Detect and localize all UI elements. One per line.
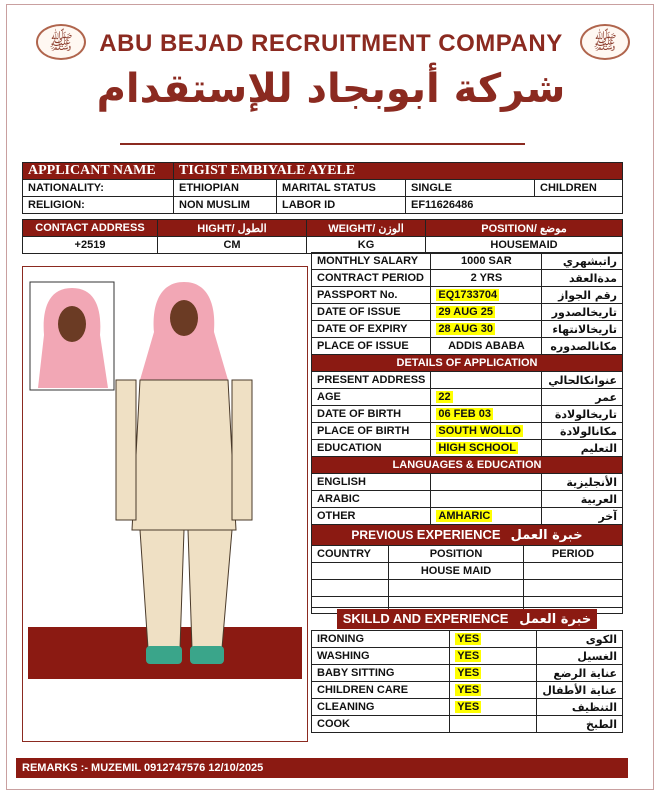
height-label: HIGHT/ الطول <box>158 220 307 237</box>
details-row-issue: DATE OF ISSUE 29 AUG 25 تاريخالصدور <box>312 304 623 321</box>
applicant-table <box>22 162 623 214</box>
language-row: ENGLISH الأنجليزية <box>312 474 623 491</box>
details-row-place-issue: PLACE OF ISSUE ADDIS ABABA مكانالصدوره <box>312 338 623 355</box>
skill-row: WASHING YES الغسيل <box>312 648 623 665</box>
details-row-contract: CONTRACT PERIOD 2 YRS مدةالعقد <box>312 270 623 287</box>
skill-row: COOK الطبخ <box>312 716 623 733</box>
remarks-bar: REMARKS :- MUZEMIL 0912747576 12/10/2025 <box>16 758 628 778</box>
applicant-name: TIGIST EMBIYALE AYELE <box>174 163 623 180</box>
application-row: EDUCATION HIGH SCHOOL التعليم <box>312 440 623 457</box>
languages-section-title: LANGUAGES & EDUCATION <box>312 457 623 474</box>
children-label: CHILDREN <box>535 180 623 197</box>
details-row-salary: MONTHLY SALARY 1000 SAR راتبشهري <box>312 253 623 270</box>
labor-id-value: EF11626486 <box>406 197 623 214</box>
contact-phone: +2519 <box>23 237 158 254</box>
position-value: HOUSEMAID <box>426 237 623 254</box>
details-row-expiry: DATE OF EXPIRY 28 AUG 30 تاريخالانتهاء <box>312 321 623 338</box>
application-row: DATE OF BIRTH 06 FEB 03 تاريخالولادة <box>312 406 623 423</box>
weight-label: WEIGHT/ الوزن <box>307 220 426 237</box>
position-label: POSITION/ موضع <box>426 220 623 237</box>
skill-row: BABY SITTING YES عناية الرضع <box>312 665 623 682</box>
applicant-name-label: APPLICANT NAME <box>23 163 174 180</box>
application-row: AGE 22 عمر <box>312 389 623 406</box>
language-row: OTHER AMHARIC آخر <box>312 508 623 525</box>
company-logo-icon: ﷺ <box>36 24 86 60</box>
marital-label: MARITAL STATUS <box>277 180 406 197</box>
experience-table <box>311 524 623 614</box>
application-row: PRESENT ADDRESS عنوانكالحالي <box>312 372 623 389</box>
nationality-value: ETHIOPIAN <box>174 180 277 197</box>
application-section-title: DETAILS OF APPLICATION <box>312 355 623 372</box>
religion-value: NON MUSLIM <box>174 197 277 214</box>
nationality-label: NATIONALITY: <box>23 180 174 197</box>
contact-table <box>22 219 623 254</box>
labor-id-label: LABOR ID <box>277 197 406 214</box>
height-unit: CM <box>158 237 307 254</box>
company-name-ar: شركة أبوبجاد للإستقدام <box>96 66 566 112</box>
details-row-passport: PASSPORT No. EQ1733704 رقم الجواز <box>312 287 623 304</box>
col-country: COUNTRY <box>312 546 389 563</box>
religion-label: RELIGION: <box>23 197 174 214</box>
company-logo-icon: ﷺ <box>580 24 630 60</box>
col-period: PERIOD <box>524 546 623 563</box>
experience-row <box>312 580 623 597</box>
contact-address-label: CONTACT ADDRESS <box>23 220 158 237</box>
skill-row: CLEANING YES التنظيف <box>312 699 623 716</box>
weight-unit: KG <box>307 237 426 254</box>
skills-section-title: SKILLD AND EXPERIENCE خبرة العمل <box>312 608 623 631</box>
details-table <box>311 252 623 525</box>
application-row: PLACE OF BIRTH SOUTH WOLLO مكانالولادة <box>312 423 623 440</box>
skills-table <box>311 607 623 733</box>
col-position: POSITION <box>389 546 524 563</box>
applicant-photo <box>28 280 308 680</box>
company-name-en: ABU BEJAD RECRUITMENT COMPANY <box>99 30 563 57</box>
language-row: ARABIC العربية <box>312 491 623 508</box>
experience-row: HOUSE MAID <box>312 563 623 580</box>
marital-value: SINGLE <box>406 180 535 197</box>
experience-section-title: PREVIOUS EXPERIENCE خبرة العمل <box>312 525 623 546</box>
header-divider <box>120 143 525 145</box>
skill-row: CHILDREN CARE YES عناية الأطفال <box>312 682 623 699</box>
skill-row: IRONING YES الكوى <box>312 631 623 648</box>
